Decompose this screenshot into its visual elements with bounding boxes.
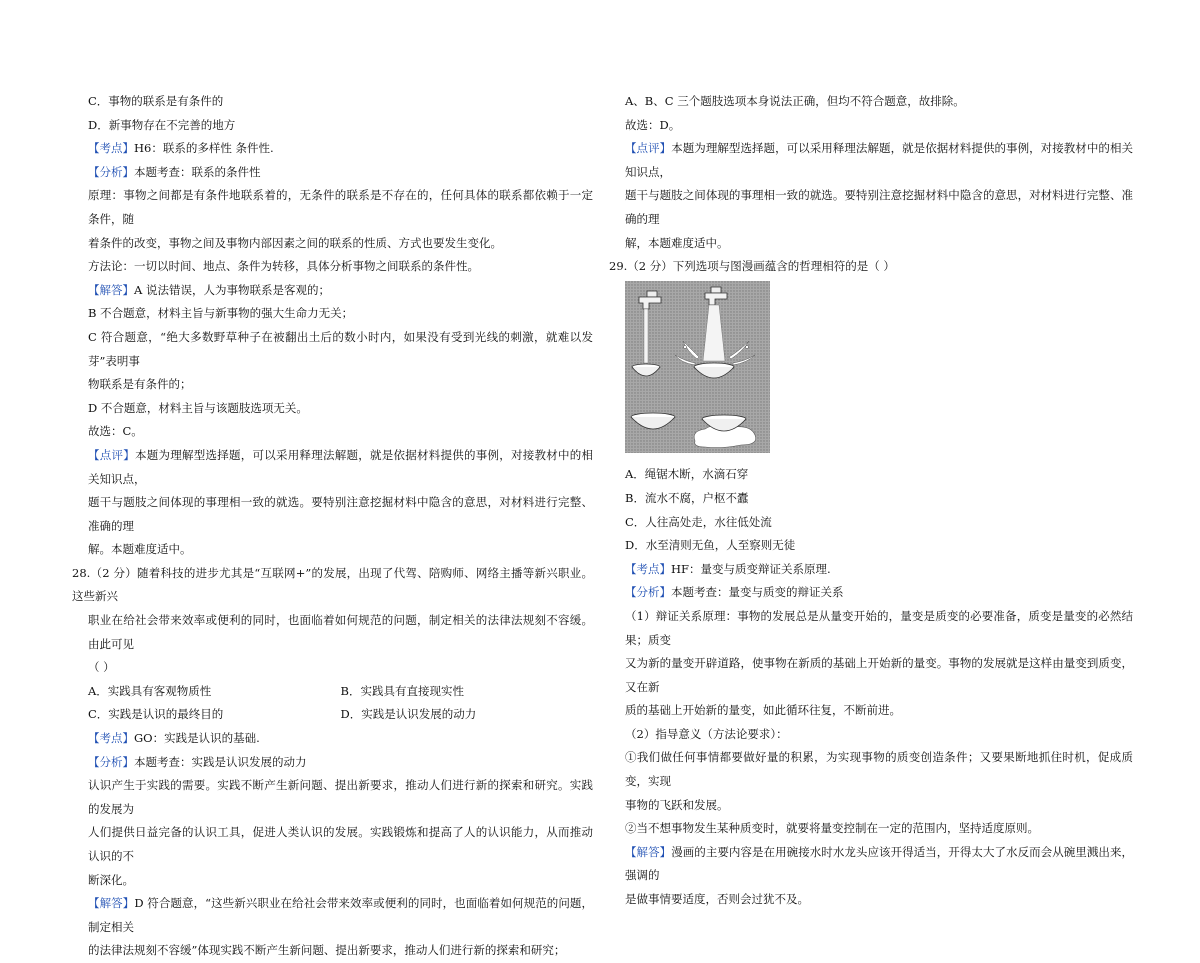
line-text: 本题为理解型选择题，可以采用释理法解题，就是依据材料提供的事例，对接教材中的相关知识点， <box>625 141 1133 179</box>
text-line <box>88 751 593 775</box>
text-line <box>625 137 1133 184</box>
q28-option-a: A．实践具有客观物质性 <box>88 683 212 698</box>
q29-option-a: A．绳锯木断，水滴石穿 <box>625 467 749 482</box>
q28-options-row-1 <box>88 680 593 704</box>
q29-option-d: D．水至清则无鱼，人至察则无徒 <box>625 538 796 553</box>
text-line <box>88 444 593 491</box>
line-text: 事物的飞跃和发展。 <box>625 797 729 812</box>
text-line <box>88 161 593 185</box>
text-line <box>625 723 1133 747</box>
text-line <box>625 558 1133 582</box>
left-text-block-2 <box>88 727 593 963</box>
text-line <box>88 114 593 138</box>
section-tag: 【考点】 <box>625 561 671 576</box>
text-line <box>88 184 593 231</box>
cartoon-faucet-bowls-image <box>625 281 770 453</box>
line-text: 又为新的量变开辟道路，使事物在新质的基础上开始新的量变。事物的发展就是这样由量变到质变，又在新 <box>625 656 1133 694</box>
section-tag: 【点评】 <box>88 447 135 462</box>
line-text: 解。本题难度适中。 <box>88 542 192 557</box>
text-line <box>88 821 593 868</box>
section-tag: 【分析】 <box>88 754 134 769</box>
text-line <box>88 420 593 444</box>
line-text: HF：量变与质变辩证关系原理. <box>671 561 831 576</box>
text-line <box>88 302 593 326</box>
line-text: 本题为理解型选择题，可以采用释理法解题，就是依据材料提供的事例，对接教材中的相关知识点， <box>88 447 593 486</box>
line-text: 是做事情要适度，否则会过犹不及。 <box>625 892 809 907</box>
q29-option-b: B．流水不腐，户枢不蠹 <box>625 490 749 505</box>
line-text: 题干与题肢之间体现的事理相一致的就选。要特别注意挖掘材料中隐含的意思，对材料进行完整、准确的理 <box>625 188 1133 226</box>
section-tag: 【分析】 <box>625 585 671 600</box>
text-line <box>88 279 593 303</box>
line-text: 本题考查：联系的条件性 <box>134 164 261 179</box>
line-text: 本题考查：量变与质变的辩证关系 <box>671 585 844 600</box>
q28-stem-line-2: 职业在给社会带来效率或便利的同时，也面临着如何规范的问题，制定相关的法律法规刻不容缓。由此可见 <box>88 613 593 651</box>
q28-stem-line-1: 28.（2 分）随着科技的进步尤其是“互联网+”的发展，出现了代驾、陪购师、网络主播等新兴职业。这些新兴 <box>72 565 593 604</box>
line-text: 质的基础上开始新的量变，如此循环往复，不断前进。 <box>625 703 901 718</box>
text-line <box>625 605 1133 652</box>
q28-stem-line-3: （ ） <box>88 660 115 675</box>
section-tag: 【考点】 <box>88 141 134 156</box>
text-line <box>88 90 593 114</box>
text-line <box>88 232 593 256</box>
line-text: 的法律法规刻不容缓”体现实践不断产生新问题、提出新要求，推动人们进行新的探索和研究； <box>88 943 566 958</box>
line-text: 漫画的主要内容是在用碗接水时水龙头应该开得适当，开得太大了水反而会从碗里溅出来，强调的 <box>625 844 1133 883</box>
right-text-block-1 <box>625 90 1133 255</box>
line-text: 题干与题肢之间体现的事理相一致的就选。要特别注意挖掘材料中隐含的意思，对材料进行完整、准确的理 <box>88 495 593 533</box>
text-line <box>625 888 1133 912</box>
q28-option-b: B．实践具有直接现实性 <box>340 683 464 698</box>
text-line <box>88 326 593 373</box>
left-text-block-1 <box>88 90 593 562</box>
line-text: D．新事物存在不完善的地方 <box>88 117 236 132</box>
line-text: B 不合题意，材料主旨与新事物的强大生命力无关； <box>88 306 354 321</box>
text-line <box>88 774 593 821</box>
question-28 <box>72 562 593 727</box>
line-text: A、B、C 三个题肢选项本身说法正确，但均不符合题意，故排除。 <box>625 94 965 108</box>
section-tag: 【解答】 <box>88 282 134 297</box>
text-line <box>625 817 1133 841</box>
text-line <box>88 892 593 939</box>
section-tag: 【解答】 <box>88 896 135 911</box>
text-line <box>625 90 1133 114</box>
question-29 <box>609 255 1133 558</box>
q28-option-d: D．实践是认识发展的动力 <box>340 707 477 722</box>
text-line <box>625 114 1133 138</box>
line-text: C．事物的联系是有条件的 <box>88 94 224 108</box>
line-text: 解，本题难度适中。 <box>625 235 729 250</box>
section-tag: 【点评】 <box>625 141 672 156</box>
line-text: ②当不想事物发生某种质变时，就要将量变控制在一定的范围内，坚持适度原则。 <box>625 821 1039 836</box>
q28-option-c: C．实践是认识的最终目的 <box>88 707 224 722</box>
text-line <box>625 746 1133 793</box>
q28-options-row-2 <box>88 703 593 727</box>
q29-stem: 29.（2 分）下列选项与图漫画蕴含的哲理相符的是（ ） <box>609 259 895 274</box>
text-line <box>88 491 593 538</box>
section-tag: 【分析】 <box>88 164 134 179</box>
line-text: A 说法错误，人为事物联系是客观的； <box>134 282 330 297</box>
line-text: 着条件的改变，事物之间及事物内部因素之间的联系的性质、方式也要发生变化。 <box>88 235 502 250</box>
q29-option-c: C．人往高处走，水往低处流 <box>625 514 772 529</box>
line-text: 故选：C。 <box>88 424 143 439</box>
line-text: （1）辩证关系原理：事物的发展总是从量变开始的，量变是质变的必要准备，质变是量变的必然结果；质变 <box>625 608 1133 647</box>
line-text: C 符合题意，“绝大多数野草种子在被翻出土后的数小时内，如果没有受到光线的刺激，就难以发芽”表明事 <box>88 329 593 368</box>
text-line <box>625 652 1133 699</box>
text-line <box>625 794 1133 818</box>
line-text: ①我们做任何事情都要做好量的积累，为实现事物的质变创造条件；又要果断地抓住时机，促成质变，实现 <box>625 750 1133 789</box>
line-text: GO：实践是认识的基础. <box>134 731 260 746</box>
text-line <box>88 538 593 562</box>
text-line <box>88 255 593 279</box>
text-line <box>625 232 1133 256</box>
line-text: 方法论：一切以时间、地点、条件为转移，具体分析事物之间联系的条件性。 <box>88 259 479 274</box>
right-column <box>609 90 1133 912</box>
left-column <box>72 90 593 963</box>
line-text: D 不合题意，材料主旨与该题肢选项无关。 <box>88 400 308 415</box>
text-line <box>88 137 593 161</box>
section-tag: 【解答】 <box>625 844 672 859</box>
line-text: （2）指导意义（方法论要求）： <box>625 726 788 741</box>
text-line <box>88 939 593 963</box>
line-text: 本题考查：实践是认识发展的动力 <box>134 754 307 769</box>
text-line <box>625 581 1133 605</box>
water-stream-left <box>644 309 648 363</box>
line-text: 故选：D。 <box>625 117 681 132</box>
section-tag: 【考点】 <box>88 731 134 746</box>
text-line <box>88 869 593 893</box>
line-text: 原理：事物之间都是有条件地联系着的，无条件的联系是不存在的，任何具体的联系都依赖于一定条件，随 <box>88 188 593 226</box>
text-line <box>88 397 593 421</box>
line-text: D 符合题意，“这些新兴职业在给社会带来效率或便利的同时，也面临着如何规范的问题，制定相关 <box>88 896 593 934</box>
line-text: 认识产生于实践的需要。实践不断产生新问题、提出新要求，推动人们进行新的探索和研究。实践的发展为 <box>88 778 593 816</box>
text-line <box>88 727 593 751</box>
right-text-block-2 <box>625 558 1133 912</box>
line-text: H6：联系的多样性 条件性. <box>134 141 274 156</box>
line-text: 断深化。 <box>88 872 134 887</box>
text-line <box>88 373 593 397</box>
text-line <box>625 184 1133 231</box>
line-text: 物联系是有条件的； <box>88 377 192 392</box>
line-text: 人们提供日益完备的认识工具，促进人类认识的发展。实践锻炼和提高了人的认识能力，从而推动认识的不 <box>88 825 593 863</box>
text-line <box>625 699 1133 723</box>
